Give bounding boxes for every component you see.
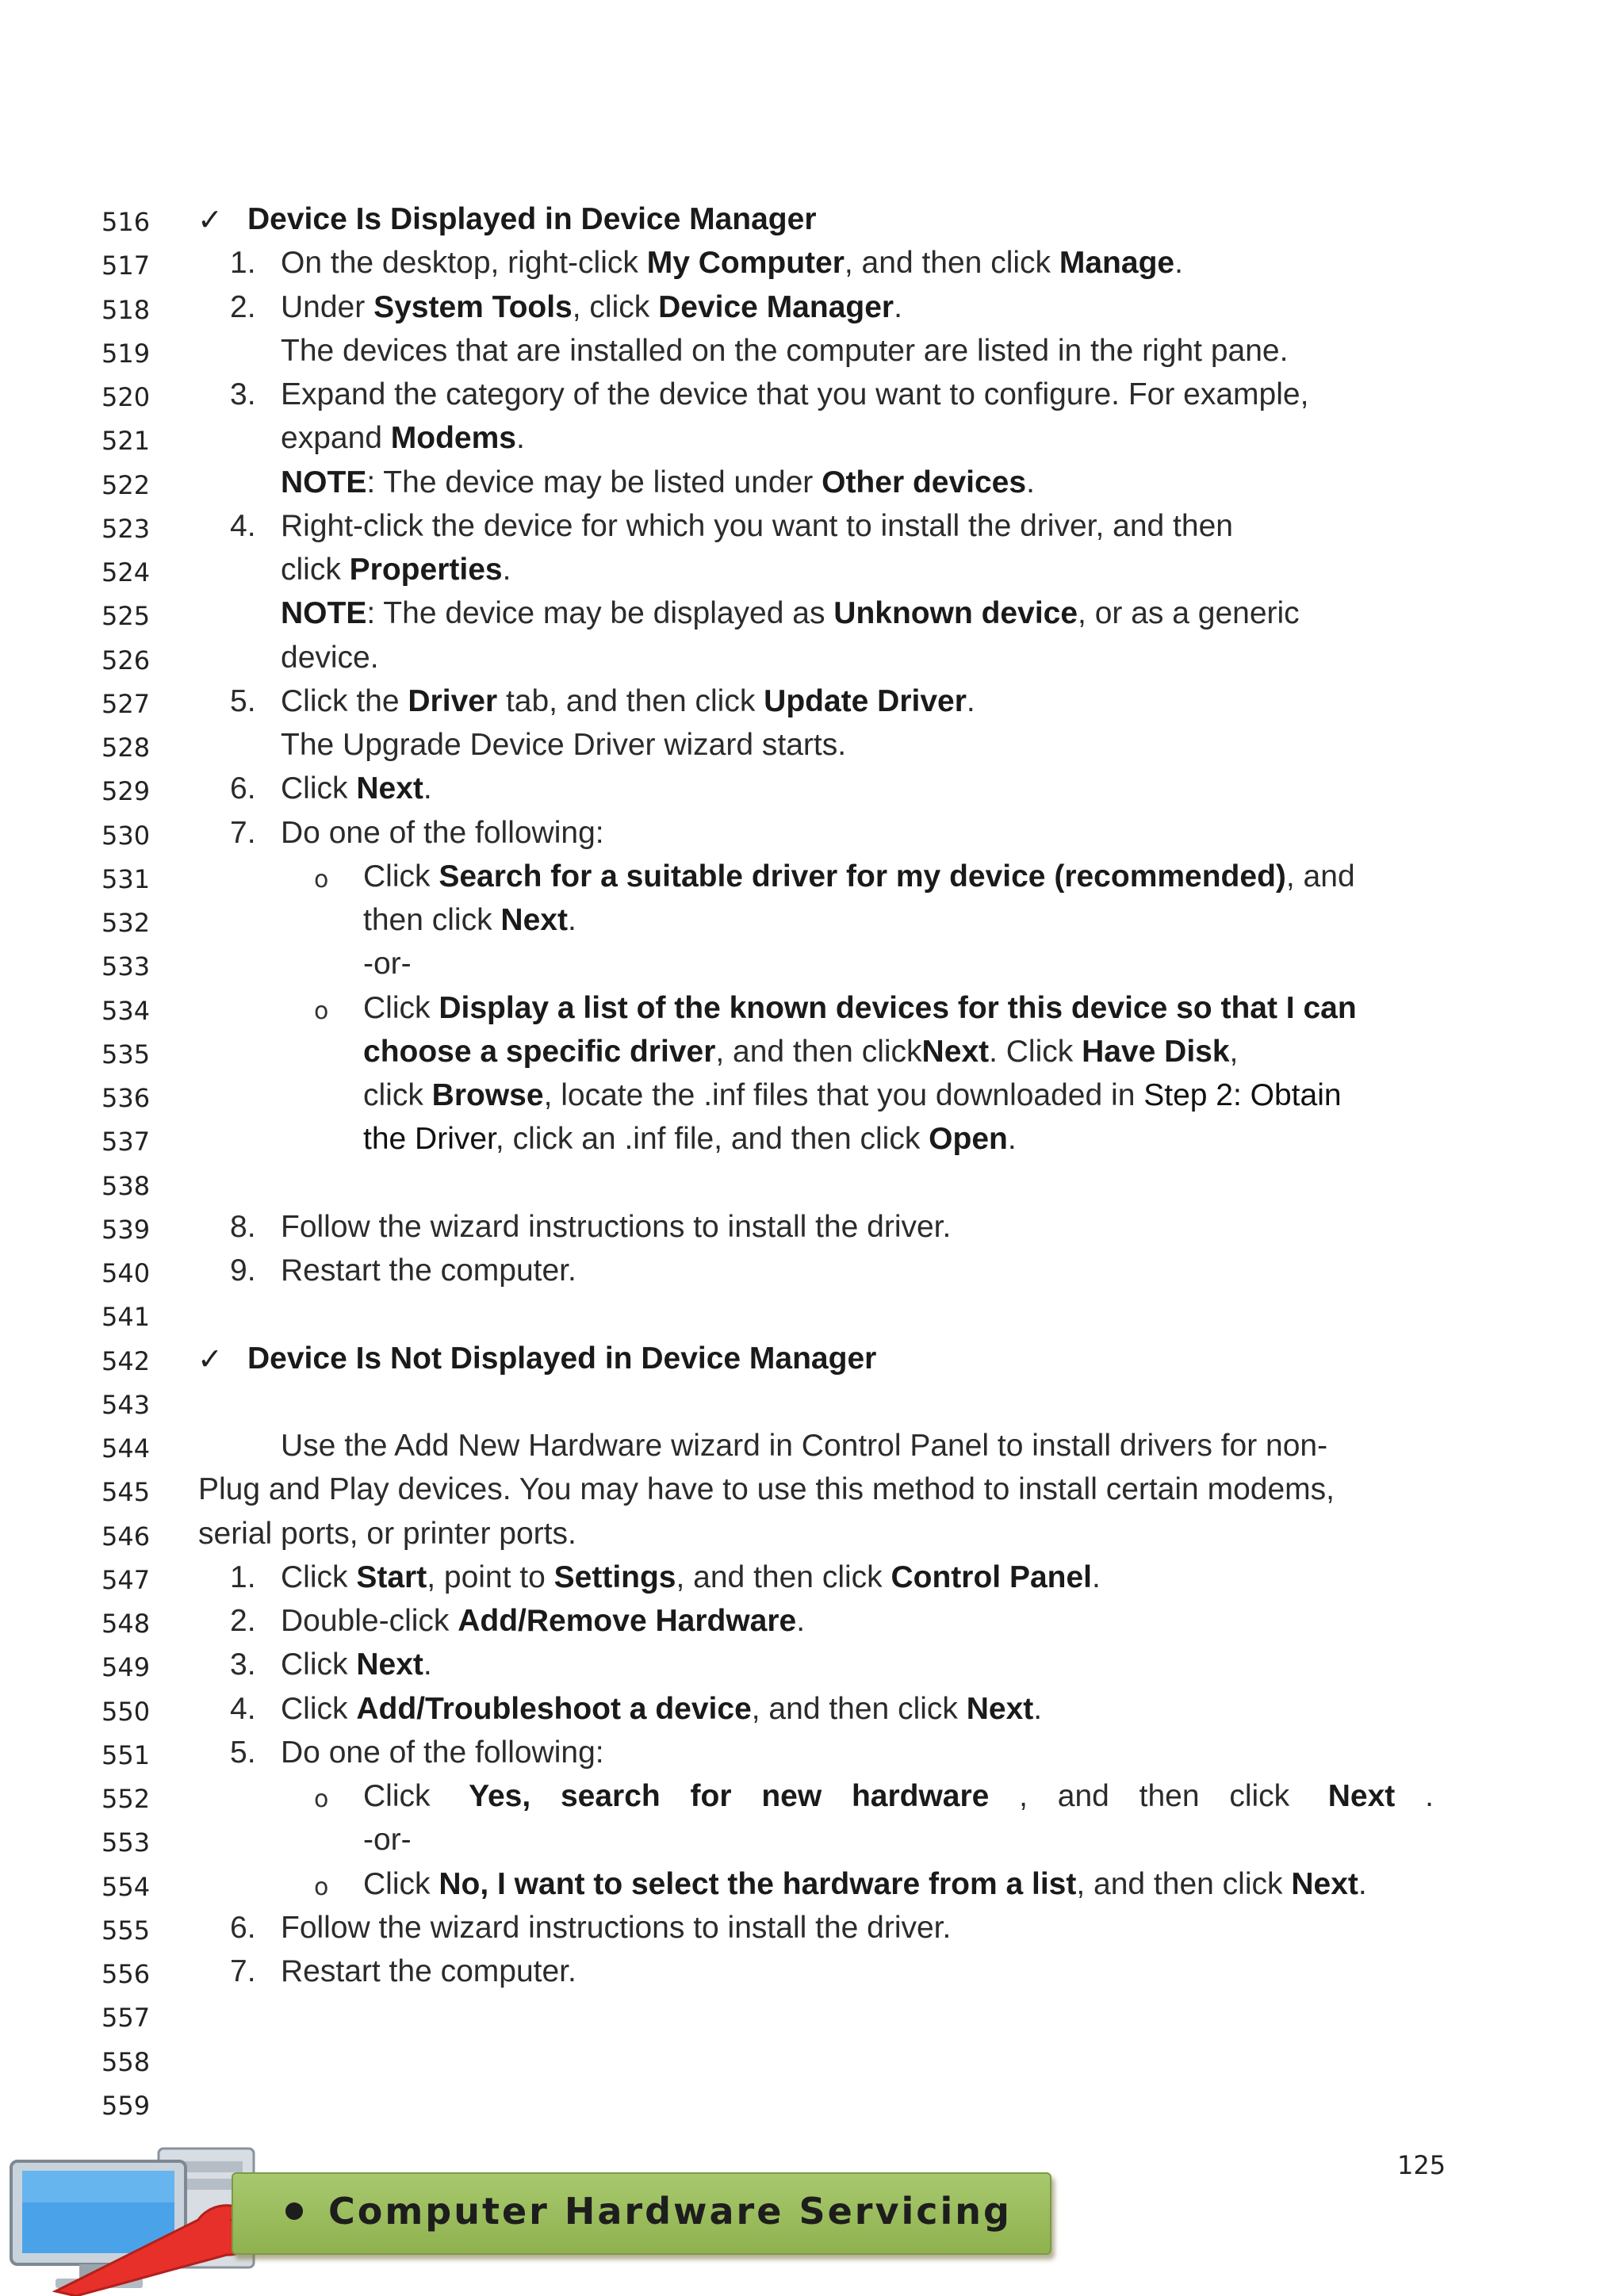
list-number: 5.	[230, 683, 256, 718]
line-text	[281, 767, 432, 811]
document-line	[0, 986, 1624, 1031]
line-text	[363, 1030, 1238, 1074]
bold-text: Add/Troubleshoot a device	[356, 1691, 752, 1726]
bold-text: Settings	[553, 1559, 676, 1594]
document-line	[0, 1643, 1624, 1687]
text-run: Restart the computer.	[281, 1954, 576, 1988]
line-text	[281, 1906, 951, 1950]
line-text	[363, 1073, 1342, 1118]
line-number: 540	[102, 1258, 151, 1288]
list-number: 5.	[230, 1735, 256, 1770]
text-run: Click	[363, 859, 439, 894]
bold-text: Yes,	[469, 1779, 531, 1813]
document-line	[0, 241, 1624, 285]
section-heading	[247, 1337, 876, 1381]
list-number: 3.	[230, 377, 256, 411]
section-heading	[247, 197, 817, 242]
line-text	[281, 1687, 1042, 1732]
document-line	[0, 2081, 1624, 2126]
line-text	[281, 1950, 576, 1994]
text-run: .	[423, 1647, 432, 1682]
text-run: . Click	[989, 1034, 1082, 1069]
link-text[interactable]: Step 2: Obtain	[1143, 1078, 1342, 1112]
bold-text: Open	[929, 1122, 1008, 1157]
bold-text: Add/Remove Hardware	[458, 1604, 797, 1638]
text-run: .	[796, 1604, 806, 1638]
list-number: 4.	[230, 508, 256, 543]
document-line	[0, 1117, 1624, 1161]
text-run: The devices that are installed on the computer are listed in the right pane.	[281, 333, 1289, 368]
document-line	[0, 1030, 1624, 1074]
line-number: 550	[102, 1696, 151, 1727]
line-text	[281, 1599, 805, 1644]
text-run: and	[1057, 1779, 1109, 1813]
text-run: Click	[363, 990, 439, 1025]
text-run: serial ports, or printer ports.	[198, 1516, 576, 1551]
list-number: 6.	[230, 771, 256, 806]
text-run: Click	[363, 1866, 439, 1901]
bold-text: Update Driver	[764, 683, 967, 718]
course-title-banner	[232, 2172, 1051, 2255]
bold-text: Start	[356, 1559, 427, 1594]
list-number: 6.	[230, 1910, 256, 1945]
bold-text: Other devices	[822, 465, 1027, 499]
document-line	[0, 1687, 1624, 1732]
line-number: 527	[102, 688, 151, 719]
text-run: Click	[281, 1691, 357, 1726]
bold-text: Next	[1327, 1779, 1396, 1813]
text-run: .	[1026, 465, 1035, 499]
text-run: click	[363, 1078, 432, 1112]
line-number: 553	[102, 1827, 151, 1858]
bold-text: Next	[356, 771, 423, 806]
line-number: 516	[102, 207, 151, 237]
bold-text: Device Is Not Displayed in Device Manager	[247, 1341, 877, 1376]
text-run: ,	[1229, 1034, 1239, 1069]
document-line	[0, 855, 1624, 899]
bold-text: Manage	[1059, 246, 1175, 281]
text-run: -or-	[363, 1823, 412, 1858]
text-run: .	[502, 553, 511, 587]
bold-text: Modems	[390, 421, 516, 456]
line-number: 520	[102, 382, 151, 412]
document-line	[0, 898, 1624, 943]
list-number: 8.	[230, 1209, 256, 1244]
bold-text: NOTE	[281, 465, 367, 499]
text-run: Plug and Play devices. You may have to use this method to install certain modems,	[198, 1472, 1335, 1507]
text-run: .	[1358, 1866, 1367, 1901]
document-line	[0, 2038, 1624, 2082]
text-run: On the desktop, right-click	[281, 246, 647, 281]
document-line	[0, 1205, 1624, 1249]
line-number: 522	[102, 469, 151, 500]
line-number: 556	[102, 1959, 151, 1989]
banner-dot-icon	[285, 2202, 303, 2220]
line-text	[198, 1468, 1335, 1512]
text-run: Follow the wizard instructions to install the driver.	[281, 1209, 952, 1244]
document-line	[0, 1599, 1624, 1644]
bold-text: Display a list of the known devices for this device so that I can	[439, 990, 1357, 1025]
document-line	[0, 1862, 1624, 1907]
bold-text: My Computer	[646, 246, 845, 281]
text-run: -or-	[363, 947, 412, 982]
list-bullet-icon: o	[314, 1785, 329, 1813]
document-line	[0, 285, 1624, 330]
text-run: , and	[1285, 859, 1355, 894]
document-line	[0, 942, 1624, 986]
line-number: 546	[102, 1521, 151, 1552]
text-run: , click an .inf file, and then click	[495, 1122, 929, 1157]
line-number: 544	[102, 1433, 151, 1464]
text-run: The Upgrade Device Driver wizard starts.	[281, 728, 847, 762]
line-number: 521	[102, 426, 151, 457]
text-run: Click	[281, 771, 357, 806]
line-number: 531	[102, 863, 151, 894]
document-line	[0, 548, 1624, 592]
line-number: 543	[102, 1389, 151, 1420]
line-text	[281, 723, 846, 767]
line-number: 526	[102, 645, 151, 675]
line-number: 536	[102, 1083, 151, 1113]
line-text	[363, 855, 1355, 899]
text-run: .	[1174, 246, 1183, 281]
line-number: 518	[102, 294, 151, 325]
bold-text: search	[560, 1779, 661, 1813]
line-text	[281, 285, 902, 330]
document-line	[0, 1906, 1624, 1950]
line-number: 534	[102, 995, 151, 1026]
text-run: Double-click	[281, 1604, 458, 1638]
page-number: 125	[1397, 2150, 1446, 2180]
line-number: 529	[102, 776, 151, 807]
line-text	[281, 504, 1233, 549]
document-line	[0, 811, 1624, 855]
text-run: Do one of the following:	[281, 1735, 604, 1770]
line-text	[281, 329, 1288, 373]
bold-text: Have Disk	[1082, 1034, 1230, 1069]
bold-text: No, I want to select the hardware from a list	[439, 1866, 1077, 1901]
line-text	[281, 1731, 604, 1775]
text-run: Click	[281, 1559, 357, 1594]
line-number: 523	[102, 513, 151, 544]
text-run: Follow the wizard instructions to install the driver.	[281, 1910, 952, 1945]
line-text	[281, 636, 379, 680]
text-run: Restart the computer.	[281, 1253, 576, 1288]
text-run: Do one of the following:	[281, 815, 604, 850]
text-run: expand	[281, 421, 391, 456]
document-line	[0, 1337, 1624, 1381]
bold-text: Next	[500, 903, 568, 937]
banner-title: Computer Hardware Servicing	[328, 2190, 1012, 2233]
document-line	[0, 1512, 1624, 1556]
line-text	[281, 679, 975, 724]
document-line	[0, 1468, 1624, 1512]
text-run: Click	[281, 1647, 357, 1682]
line-number: 525	[102, 601, 151, 632]
line-text	[281, 548, 511, 592]
line-number: 517	[102, 251, 151, 281]
text-run: .	[423, 771, 432, 806]
text-run: .	[966, 683, 975, 718]
line-number: 552	[102, 1784, 151, 1814]
text-run: , locate the .inf files that you downloaded in	[543, 1078, 1144, 1112]
document-line	[0, 329, 1624, 373]
bold-text: Search for a suitable driver for my device (recommended)	[439, 859, 1286, 894]
list-number: 7.	[230, 1954, 256, 1988]
document-line	[0, 1380, 1624, 1425]
text-run: , click	[572, 289, 659, 324]
line-number: 554	[102, 1871, 151, 1902]
line-text	[363, 1117, 1017, 1161]
list-number: 2.	[230, 1604, 256, 1638]
line-text	[363, 898, 576, 943]
text-run: then	[1139, 1779, 1200, 1813]
line-text	[281, 373, 1308, 417]
line-text	[363, 1818, 412, 1862]
line-text	[198, 1512, 576, 1556]
text-run: Click the	[281, 683, 408, 718]
line-number: 557	[102, 2003, 151, 2034]
line-number: 551	[102, 1739, 151, 1770]
document-line	[0, 504, 1624, 549]
list-number: 1.	[230, 246, 256, 281]
line-text	[281, 811, 604, 855]
line-number: 532	[102, 908, 151, 938]
text-run: ,	[1019, 1779, 1028, 1813]
text-run: then click	[363, 903, 501, 937]
line-number: 545	[102, 1477, 151, 1508]
line-number: 533	[102, 951, 151, 982]
text-run: .	[1092, 1559, 1101, 1594]
text-run: .	[894, 289, 902, 324]
line-number: 542	[102, 1345, 151, 1376]
line-number: 549	[102, 1652, 151, 1683]
text-run: , and then click	[1076, 1866, 1292, 1901]
list-number: 4.	[230, 1691, 256, 1726]
document-line	[0, 723, 1624, 767]
text-run: , and then click	[715, 1034, 922, 1069]
text-run: .	[516, 421, 525, 456]
line-text	[363, 1862, 1367, 1907]
list-bullet-icon: o	[314, 997, 329, 1025]
bold-text: choose a specific driver	[363, 1034, 716, 1069]
checkmark-icon: ✓	[197, 1341, 223, 1376]
line-text	[363, 986, 1357, 1031]
link-text[interactable]: the Driver	[363, 1122, 496, 1157]
line-number: 559	[102, 2090, 151, 2121]
text-run: , and then click	[751, 1691, 967, 1726]
document-line	[0, 373, 1624, 417]
text-run: : The device may be listed under	[366, 465, 822, 499]
text-run: .	[1033, 1691, 1043, 1726]
bold-text: Driver	[408, 683, 498, 718]
document-line	[0, 1731, 1624, 1775]
bold-text: Device Manager	[658, 289, 894, 324]
text-run: Use the Add New Hardware wizard in Control Panel to install drivers for non-	[281, 1429, 1328, 1463]
text-run: .	[1425, 1779, 1434, 1813]
line-text	[281, 1205, 951, 1249]
line-number: 537	[102, 1127, 151, 1158]
text-run: , and then click	[844, 246, 1059, 281]
text-run: , or as a generic	[1078, 596, 1300, 631]
line-number: 530	[102, 820, 151, 851]
line-text	[281, 461, 1035, 505]
document-line	[0, 416, 1624, 461]
line-number: 524	[102, 557, 151, 587]
line-number: 548	[102, 1609, 151, 1639]
list-bullet-icon: o	[314, 1873, 329, 1901]
line-number: 541	[102, 1302, 151, 1333]
line-text	[281, 416, 525, 461]
line-text	[281, 1249, 576, 1293]
document-line	[0, 1292, 1624, 1337]
document-line	[0, 1774, 1624, 1819]
list-bullet-icon: o	[314, 865, 329, 894]
document-line	[0, 1556, 1624, 1600]
text-run: click	[281, 553, 350, 587]
line-text	[281, 241, 1183, 285]
bold-text: Next	[921, 1034, 990, 1069]
document-line	[0, 1073, 1624, 1118]
line-number: 555	[102, 1915, 151, 1946]
text-run: Click	[363, 1779, 439, 1813]
document-line	[0, 1818, 1624, 1862]
text-run: Under	[281, 289, 374, 324]
line-number: 535	[102, 1039, 151, 1070]
bold-text: Device Is Displayed in Device Manager	[247, 202, 817, 236]
list-number: 1.	[230, 1559, 256, 1594]
line-text	[281, 1424, 1327, 1468]
text-run: device.	[281, 640, 379, 675]
line-text	[363, 1774, 1434, 1819]
text-run: click	[1229, 1779, 1298, 1813]
list-number: 9.	[230, 1253, 256, 1288]
bold-text: Next	[356, 1647, 423, 1682]
line-text	[281, 591, 1300, 636]
checkmark-icon: ✓	[197, 202, 223, 237]
text-run: .	[1007, 1122, 1017, 1157]
bold-text: for	[690, 1779, 732, 1813]
list-number: 2.	[230, 289, 256, 324]
bold-text: hardware	[851, 1779, 990, 1813]
footer-banner	[0, 2133, 1110, 2296]
line-number: 528	[102, 733, 151, 763]
document-line	[0, 461, 1624, 505]
document-line	[0, 1161, 1624, 1206]
document-line	[0, 197, 1624, 242]
line-text	[281, 1556, 1101, 1600]
line-number: 539	[102, 1214, 151, 1245]
line-number: 547	[102, 1564, 151, 1595]
text-run: .	[567, 903, 576, 937]
list-number: 3.	[230, 1647, 256, 1682]
document-line	[0, 767, 1624, 811]
text-run: , and then click	[676, 1559, 891, 1594]
line-number: 558	[102, 2046, 151, 2077]
text-run: Right-click the device for which you want to install the driver, and then	[281, 508, 1233, 543]
line-text	[363, 942, 412, 986]
document-line	[0, 679, 1624, 724]
bold-text: Control Panel	[891, 1559, 1093, 1594]
line-number: 538	[102, 1170, 151, 1201]
bold-text: Browse	[431, 1078, 544, 1112]
text-run: : The device may be displayed as	[366, 596, 834, 631]
text-run: , point to	[427, 1559, 554, 1594]
text-run: tab, and then click	[497, 683, 764, 718]
document-line	[0, 636, 1624, 680]
document-line	[0, 1993, 1624, 2038]
bold-text: System Tools	[373, 289, 573, 324]
text-run: Expand the category of the device that you want to configure. For example,	[281, 377, 1309, 411]
document-line	[0, 591, 1624, 636]
bold-text: Next	[966, 1691, 1034, 1726]
bold-text: Properties	[349, 553, 503, 587]
bold-text: Unknown device	[833, 596, 1078, 631]
document-line	[0, 1249, 1624, 1293]
document-line	[0, 1950, 1624, 1994]
line-text	[281, 1643, 432, 1687]
document-line	[0, 1424, 1624, 1468]
bold-text: new	[761, 1779, 822, 1813]
line-number: 519	[102, 338, 151, 369]
list-number: 7.	[230, 815, 256, 850]
bold-text: Next	[1291, 1866, 1358, 1901]
bold-text: NOTE	[281, 596, 367, 631]
